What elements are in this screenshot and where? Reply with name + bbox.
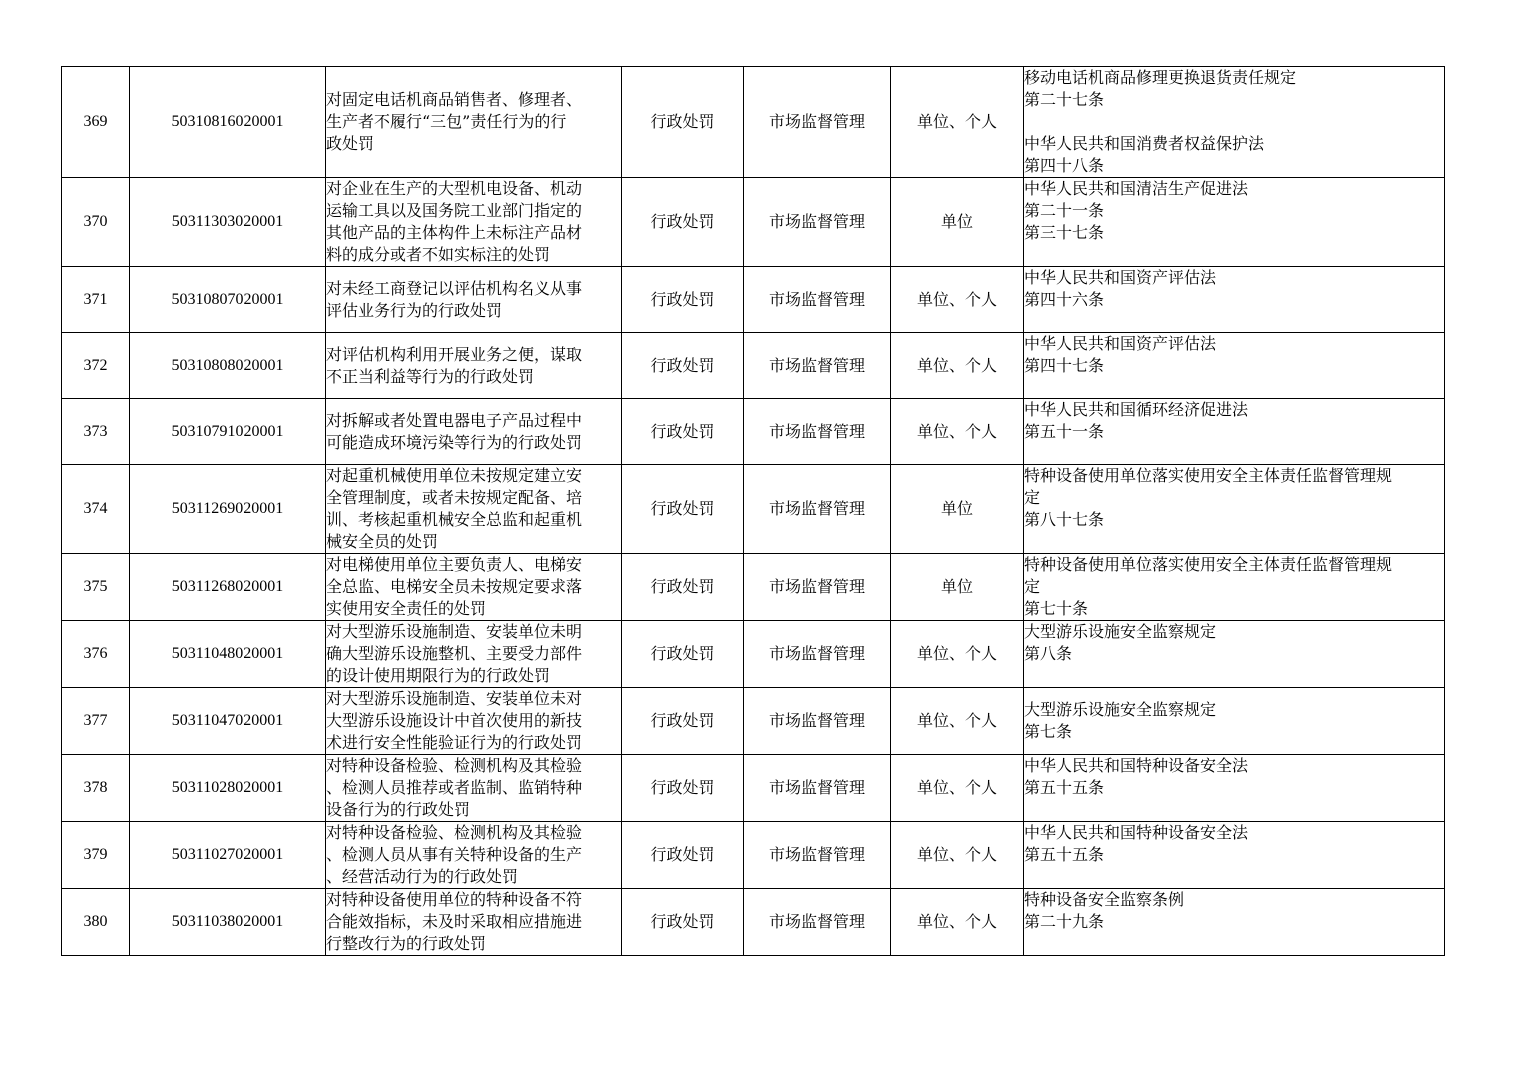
- item-subject: 单位、个人: [891, 399, 1024, 465]
- item-department: 市场监督管理: [744, 267, 891, 333]
- item-description-line: 、检测人员从事有关特种设备的生产: [326, 845, 583, 864]
- legal-basis-line: 第二十一条: [1024, 201, 1105, 220]
- row-number: 373: [62, 399, 130, 465]
- legal-basis: [1024, 822, 1445, 889]
- legal-basis-line: 中华人民共和国资产评估法: [1024, 334, 1217, 353]
- item-description: [326, 554, 622, 621]
- legal-basis: [1024, 554, 1445, 621]
- table-body: [62, 67, 1445, 956]
- item-description: [326, 178, 622, 267]
- item-description-line: 合能效指标，未及时采取相应措施进: [326, 912, 583, 931]
- row-number: 372: [62, 333, 130, 399]
- legal-basis-line: 第五十五条: [1024, 778, 1105, 797]
- row-number: 376: [62, 621, 130, 688]
- item-code: 50310816020001: [130, 67, 326, 178]
- table-row: [62, 621, 1445, 688]
- item-type: 行政处罚: [622, 755, 744, 822]
- item-subject: 单位、个人: [891, 67, 1024, 178]
- legal-basis-line: 第八十七条: [1024, 510, 1105, 529]
- item-description: [326, 688, 622, 755]
- legal-basis: [1024, 333, 1445, 399]
- item-description: [326, 67, 622, 178]
- item-code: 50311047020001: [130, 688, 326, 755]
- item-description-line: 其他产品的主体构件上未标注产品材: [326, 223, 583, 242]
- item-department: 市场监督管理: [744, 333, 891, 399]
- legal-basis-line: 中华人民共和国资产评估法: [1024, 268, 1217, 287]
- item-description-line: 评估业务行为的行政处罚: [326, 300, 503, 320]
- item-type: 行政处罚: [622, 399, 744, 465]
- table-row: [62, 554, 1445, 621]
- item-subject: 单位、个人: [891, 267, 1024, 333]
- item-subject: 单位、个人: [891, 889, 1024, 956]
- item-type: 行政处罚: [622, 333, 744, 399]
- legal-basis-line: 第四十八条: [1024, 156, 1105, 175]
- item-description-line: 设备行为的行政处罚: [326, 800, 471, 819]
- item-subject: 单位: [891, 465, 1024, 554]
- item-description-line: 可能造成环境污染等行为的行政处罚: [326, 432, 583, 452]
- table-row: [62, 688, 1445, 755]
- item-description-line: 训、考核起重机械安全总监和起重机: [326, 510, 583, 529]
- legal-basis-line: 第三十七条: [1024, 223, 1105, 242]
- legal-basis: [1024, 755, 1445, 822]
- item-department: 市场监督管理: [744, 621, 891, 688]
- item-description-line: 全总监、电梯安全员未按规定要求落: [326, 577, 583, 596]
- item-type: 行政处罚: [622, 621, 744, 688]
- row-number: 378: [62, 755, 130, 822]
- item-department: 市场监督管理: [744, 178, 891, 267]
- legal-basis: [1024, 178, 1445, 267]
- legal-basis-line: [1024, 111, 1444, 133]
- item-subject: 单位: [891, 178, 1024, 267]
- item-description-line: 不正当利益等行为的行政处罚: [326, 366, 535, 386]
- item-description: [326, 267, 622, 333]
- legal-basis-line: 第二十九条: [1024, 912, 1105, 931]
- legal-basis-line: 中华人民共和国循环经济促进法: [1024, 400, 1249, 419]
- legal-basis-line: 移动电话机商品修理更换退货责任规定: [1024, 68, 1297, 87]
- item-description-line: 对特种设备检验、检测机构及其检验: [326, 756, 583, 775]
- table-row: [62, 178, 1445, 267]
- legal-basis: [1024, 465, 1445, 554]
- item-description: [326, 822, 622, 889]
- item-type: 行政处罚: [622, 688, 744, 755]
- legal-basis-line: 定: [1024, 577, 1041, 596]
- item-subject: 单位、个人: [891, 755, 1024, 822]
- legal-basis-line: 中华人民共和国清洁生产促进法: [1024, 179, 1249, 198]
- item-subject: 单位、个人: [891, 688, 1024, 755]
- table-row: [62, 333, 1445, 399]
- legal-basis: [1024, 688, 1445, 755]
- legal-basis-line: 第四十七条: [1024, 356, 1105, 375]
- row-number: 377: [62, 688, 130, 755]
- item-description-line: 、经营活动行为的行政处罚: [326, 867, 519, 886]
- item-type: 行政处罚: [622, 889, 744, 956]
- item-description-line: 的设计使用期限行为的行政处罚: [326, 666, 551, 685]
- item-department: 市场监督管理: [744, 822, 891, 889]
- item-type: 行政处罚: [622, 267, 744, 333]
- item-code: 50311028020001: [130, 755, 326, 822]
- item-type: 行政处罚: [622, 178, 744, 267]
- item-description-line: 械安全员的处罚: [326, 532, 439, 551]
- table-row: [62, 465, 1445, 554]
- item-description-line: 对特种设备使用单位的特种设备不符: [326, 890, 583, 909]
- item-code: 50311303020001: [130, 178, 326, 267]
- item-description-line: 全管理制度，或者未按规定配备、培: [326, 488, 583, 507]
- legal-basis-line: 第五十五条: [1024, 845, 1105, 864]
- table-row: [62, 67, 1445, 178]
- item-description-line: 运输工具以及国务院工业部门指定的: [326, 201, 583, 220]
- item-description: [326, 399, 622, 465]
- item-type: 行政处罚: [622, 822, 744, 889]
- item-description: [326, 621, 622, 688]
- legal-basis-line: 特种设备安全监察条例: [1024, 890, 1185, 909]
- item-type: 行政处罚: [622, 465, 744, 554]
- item-type: 行政处罚: [622, 554, 744, 621]
- item-subject: 单位: [891, 554, 1024, 621]
- legal-basis-line: 大型游乐设施安全监察规定: [1024, 700, 1217, 719]
- item-department: 市场监督管理: [744, 889, 891, 956]
- item-description-line: 生产者不履行“三包”责任行为的行: [326, 112, 567, 131]
- legal-basis-line: 中华人民共和国特种设备安全法: [1024, 823, 1249, 842]
- item-description-line: 对评估机构利用开展业务之便，谋取: [326, 344, 583, 364]
- legal-basis-line: 第五十一条: [1024, 422, 1105, 441]
- row-number: 379: [62, 822, 130, 889]
- item-description-line: 对大型游乐设施制造、安装单位未对: [326, 689, 583, 708]
- item-subject: 单位、个人: [891, 333, 1024, 399]
- legal-basis: [1024, 267, 1445, 333]
- row-number: 371: [62, 267, 130, 333]
- item-description-line: 对特种设备检验、检测机构及其检验: [326, 823, 583, 842]
- legal-basis-line: 第二十七条: [1024, 90, 1105, 109]
- item-code: 50311048020001: [130, 621, 326, 688]
- item-subject: 单位、个人: [891, 822, 1024, 889]
- legal-basis-line: 中华人民共和国消费者权益保护法: [1024, 134, 1265, 153]
- item-description-line: 确大型游乐设施整机、主要受力部件: [326, 644, 583, 663]
- legal-basis: [1024, 67, 1445, 178]
- item-department: 市场监督管理: [744, 554, 891, 621]
- item-code: 50311269020001: [130, 465, 326, 554]
- row-number: 375: [62, 554, 130, 621]
- item-department: 市场监督管理: [744, 755, 891, 822]
- item-department: 市场监督管理: [744, 399, 891, 465]
- item-description: [326, 465, 622, 554]
- item-description-line: 对企业在生产的大型机电设备、机动: [326, 179, 583, 198]
- row-number: 380: [62, 889, 130, 956]
- table-row: [62, 822, 1445, 889]
- item-description-line: 料的成分或者不如实标注的处罚: [326, 245, 551, 264]
- item-description-line: 对起重机械使用单位未按规定建立安: [326, 466, 583, 485]
- item-description-line: 行整改行为的行政处罚: [326, 934, 487, 953]
- item-code: 50311038020001: [130, 889, 326, 956]
- item-description-line: 对未经工商登记以评估机构名义从事: [326, 278, 583, 298]
- legal-basis-line: 第四十六条: [1024, 290, 1105, 309]
- legal-basis-line: 大型游乐设施安全监察规定: [1024, 622, 1217, 641]
- legal-basis-line: 第八条: [1024, 644, 1073, 663]
- table-row: [62, 399, 1445, 465]
- item-description-line: 术进行安全性能验证行为的行政处罚: [326, 733, 583, 752]
- item-code: 50311027020001: [130, 822, 326, 889]
- row-number: 370: [62, 178, 130, 267]
- table-row: [62, 267, 1445, 333]
- penalty-table: [61, 66, 1445, 956]
- item-code: 50310791020001: [130, 399, 326, 465]
- legal-basis-line: 中华人民共和国特种设备安全法: [1024, 756, 1249, 775]
- legal-basis-line: 定: [1024, 488, 1041, 507]
- item-department: 市场监督管理: [744, 688, 891, 755]
- item-description: [326, 333, 622, 399]
- legal-basis-line: 第七条: [1024, 722, 1073, 741]
- item-description-line: 对大型游乐设施制造、安装单位未明: [326, 622, 583, 641]
- item-description-line: 对电梯使用单位主要负责人、电梯安: [326, 555, 583, 574]
- item-subject: 单位、个人: [891, 621, 1024, 688]
- legal-basis-line: 特种设备使用单位落实使用安全主体责任监督管理规: [1024, 466, 1393, 485]
- item-description: [326, 755, 622, 822]
- item-type: 行政处罚: [622, 67, 744, 178]
- legal-basis: [1024, 621, 1445, 688]
- item-description-line: 、检测人员推荐或者监制、监销特种: [326, 778, 583, 797]
- item-code: 50310808020001: [130, 333, 326, 399]
- item-description: [326, 889, 622, 956]
- legal-basis-line: 第七十条: [1024, 599, 1089, 618]
- row-number: 374: [62, 465, 130, 554]
- legal-basis: [1024, 889, 1445, 956]
- item-department: 市场监督管理: [744, 67, 891, 178]
- legal-basis-line: 特种设备使用单位落实使用安全主体责任监督管理规: [1024, 555, 1393, 574]
- item-code: 50311268020001: [130, 554, 326, 621]
- item-description-line: 对拆解或者处置电器电子产品过程中: [326, 410, 583, 430]
- item-description-line: 大型游乐设施设计中首次使用的新技: [326, 711, 583, 730]
- table-row: [62, 755, 1445, 822]
- item-description-line: 实使用安全责任的处罚: [326, 599, 487, 618]
- row-number: 369: [62, 67, 130, 178]
- legal-basis: [1024, 399, 1445, 465]
- item-code: 50310807020001: [130, 267, 326, 333]
- item-description-line: 对固定电话机商品销售者、修理者、: [326, 90, 583, 109]
- item-department: 市场监督管理: [744, 465, 891, 554]
- item-description-line: 政处罚: [326, 134, 375, 153]
- table-row: [62, 889, 1445, 956]
